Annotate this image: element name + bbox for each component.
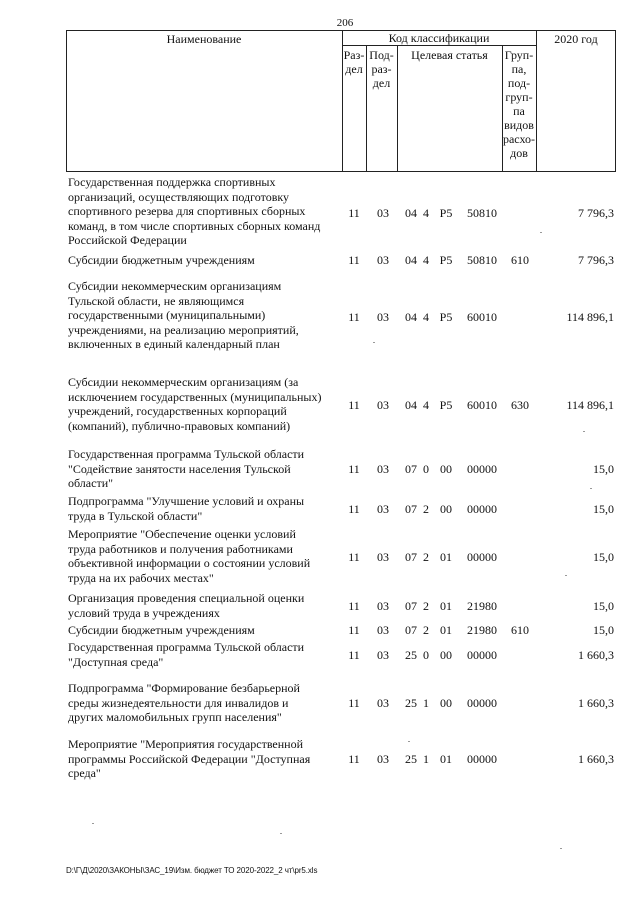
scan-speck <box>560 848 562 849</box>
row-name: Мероприятие "Обеспечение оценки условий труда работников и получения работниками объективной информации о состоянии условий труда на их рабочих местах" <box>68 527 311 585</box>
row-program: 04 <box>405 310 417 324</box>
row-code: 21980 <box>467 623 497 637</box>
row-code: 00000 <box>467 550 497 564</box>
row-code: 60010 <box>467 398 497 412</box>
row-amount: 15,0 <box>593 550 614 564</box>
row-subprogram: 4 <box>423 206 429 220</box>
row-razdel: 11 <box>348 623 360 637</box>
row-code: 00000 <box>467 462 497 476</box>
row-podrazdel: 03 <box>377 648 389 662</box>
row-podrazdel: 03 <box>377 206 389 220</box>
row-program: 07 <box>405 462 417 476</box>
scan-speck <box>565 575 567 576</box>
row-podrazdel: 03 <box>377 502 389 516</box>
row-name: Подпрограмма "Улучшение условий и охраны труда в Тульской области" <box>68 494 305 523</box>
row-direction: 01 <box>440 550 452 564</box>
row-podrazdel: 03 <box>377 550 389 564</box>
row-direction: 01 <box>440 599 452 613</box>
row-program: 04 <box>405 398 417 412</box>
scan-speck <box>590 488 592 489</box>
row-razdel: 11 <box>348 599 360 613</box>
header-podrazdel: Под- раз- дел <box>369 48 394 90</box>
row-podrazdel: 03 <box>377 696 389 710</box>
row-program: 07 <box>405 599 417 613</box>
row-name: Субсидии бюджетным учреждениям <box>68 253 255 267</box>
row-subprogram: 2 <box>423 550 429 564</box>
row-razdel: 11 <box>348 310 360 324</box>
row-razdel: 11 <box>348 648 360 662</box>
header-target-article: Целевая статья <box>411 48 488 62</box>
row-razdel: 11 <box>348 752 360 766</box>
row-amount: 15,0 <box>593 599 614 613</box>
row-direction: P5 <box>439 206 453 220</box>
row-subprogram: 0 <box>423 648 429 662</box>
row-podrazdel: 03 <box>377 599 389 613</box>
row-podrazdel: 03 <box>377 752 389 766</box>
row-name: Государственная программа Тульской области "Доступная среда" <box>68 640 305 669</box>
header-name: Наименование <box>166 32 242 46</box>
row-razdel: 11 <box>348 253 360 267</box>
row-group: 610 <box>511 623 529 637</box>
row-code: 50810 <box>467 253 497 267</box>
row-code: 00000 <box>467 696 497 710</box>
row-subprogram: 2 <box>423 502 429 516</box>
row-podrazdel: 03 <box>377 310 389 324</box>
scan-speck <box>583 431 585 432</box>
row-amount: 1 660,3 <box>578 752 614 766</box>
row-podrazdel: 03 <box>377 462 389 476</box>
row-subprogram: 4 <box>423 253 429 267</box>
row-group: 610 <box>511 253 529 267</box>
row-program: 25 <box>405 696 417 710</box>
row-amount: 114 896,1 <box>566 398 614 412</box>
row-amount: 114 896,1 <box>566 310 614 324</box>
header-razdel: Раз- дел <box>343 48 365 76</box>
row-name: Государственная программа Тульской области "Содействие занятости населения Тульской области" <box>68 447 305 491</box>
row-amount: 1 660,3 <box>578 648 614 662</box>
row-subprogram: 2 <box>423 599 429 613</box>
row-razdel: 11 <box>348 398 360 412</box>
row-name: Подпрограмма "Формирование безбарьерной среды жизнедеятельности для инвалидов и других маломобильных групп населения" <box>68 681 300 725</box>
row-podrazdel: 03 <box>377 253 389 267</box>
row-program: 25 <box>405 648 417 662</box>
row-amount: 7 796,3 <box>578 253 614 267</box>
row-direction: 01 <box>440 623 452 637</box>
row-subprogram: 1 <box>423 696 429 710</box>
row-program: 07 <box>405 502 417 516</box>
row-direction: 00 <box>440 648 452 662</box>
row-direction: 01 <box>440 752 452 766</box>
row-program: 25 <box>405 752 417 766</box>
scan-speck <box>280 833 282 834</box>
header-group: Груп- па, под- груп- па видов расхо- дов <box>502 48 536 160</box>
row-code: 50810 <box>467 206 497 220</box>
row-subprogram: 1 <box>423 752 429 766</box>
row-subprogram: 2 <box>423 623 429 637</box>
row-name: Субсидии некоммерческим организациям (за исключением государственных (муниципальных) учреждений, государственных корпораций (компаний), публично-правовых компаний) <box>68 375 322 433</box>
header-year: 2020 год <box>554 32 598 46</box>
table-header <box>66 30 616 172</box>
row-razdel: 11 <box>348 696 360 710</box>
row-razdel: 11 <box>348 462 360 476</box>
row-direction: 00 <box>440 696 452 710</box>
row-subprogram: 0 <box>423 462 429 476</box>
row-amount: 15,0 <box>593 502 614 516</box>
row-name: Мероприятие "Мероприятия государственной программы Российской Федерации "Доступная среда" <box>68 737 311 781</box>
row-group: 630 <box>511 398 529 412</box>
page-number: 206 <box>336 17 354 29</box>
row-amount: 15,0 <box>593 623 614 637</box>
row-direction: 00 <box>440 502 452 516</box>
scan-speck <box>408 741 410 742</box>
row-program: 04 <box>405 253 417 267</box>
row-podrazdel: 03 <box>377 398 389 412</box>
row-code: 00000 <box>467 502 497 516</box>
row-code: 00000 <box>467 648 497 662</box>
row-direction: P5 <box>439 253 453 267</box>
scan-speck <box>92 823 94 824</box>
row-program: 04 <box>405 206 417 220</box>
row-direction: 00 <box>440 462 452 476</box>
row-amount: 1 660,3 <box>578 696 614 710</box>
scan-speck <box>540 232 542 233</box>
row-code: 60010 <box>467 310 497 324</box>
row-razdel: 11 <box>348 502 360 516</box>
row-subprogram: 4 <box>423 398 429 412</box>
row-razdel: 11 <box>348 550 360 564</box>
row-subprogram: 4 <box>423 310 429 324</box>
row-program: 07 <box>405 623 417 637</box>
row-razdel: 11 <box>348 206 360 220</box>
row-code: 21980 <box>467 599 497 613</box>
row-direction: P5 <box>439 310 453 324</box>
row-podrazdel: 03 <box>377 623 389 637</box>
row-direction: P5 <box>439 398 453 412</box>
row-program: 07 <box>405 550 417 564</box>
row-name: Организация проведения специальной оценки условий труда в учреждениях <box>68 591 305 620</box>
scan-speck <box>373 342 375 343</box>
row-amount: 15,0 <box>593 462 614 476</box>
row-name: Субсидии некоммерческим организациям Тульской области, не являющимся государственными (муниципальными) учреждениями, на реализацию мероприятий, включенных в единый календарный план <box>68 279 299 352</box>
row-name: Субсидии бюджетным учреждениям <box>68 623 255 637</box>
row-amount: 7 796,3 <box>578 206 614 220</box>
row-name: Государственная поддержка спортивных организаций, осуществляющих подготовку спортивного резерва для спортивных сборных команд, в том числе спортивных сборных команд Российской Федерации <box>68 175 321 248</box>
row-code: 00000 <box>467 752 497 766</box>
file-path-footer: D:\Г\Д\2020\ЗАКОНЫ\ЗАС_19\Изм. бюджет ТО 2020-2022_2 чт\pr5.xls <box>66 866 318 875</box>
header-classification: Код классификации <box>388 31 490 45</box>
